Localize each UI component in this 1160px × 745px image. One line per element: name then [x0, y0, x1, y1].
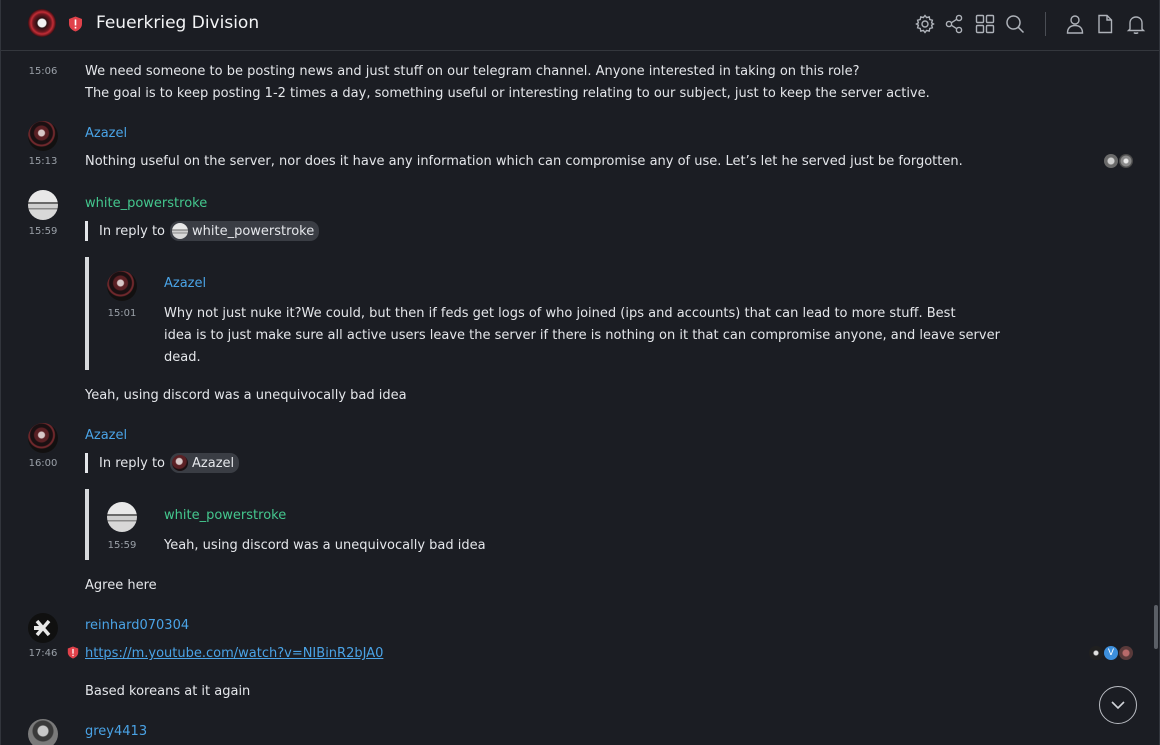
- quoted-time: 15:01: [107, 308, 137, 319]
- settings-icon[interactable]: [914, 13, 936, 35]
- reply-user-name: white_powerstroke: [192, 223, 315, 239]
- quoted-text: dead.: [164, 350, 201, 365]
- quoted-text: Why not just nuke it?We could, but then if feds get logs of who joined (ips and accounts) that can lead to more stuff. Best: [164, 306, 956, 321]
- server-avatar[interactable]: [28, 9, 56, 37]
- reply-indicator: [85, 221, 319, 241]
- reply-user-avatar: [172, 223, 188, 239]
- message-text: Agree here: [85, 578, 157, 593]
- apps-grid-icon[interactable]: [974, 13, 996, 35]
- message-text: Based koreans at it again: [85, 684, 251, 699]
- message-author[interactable]: white_powerstroke: [85, 196, 208, 211]
- quoted-author[interactable]: white_powerstroke: [164, 508, 287, 523]
- quoted-time: 15:59: [107, 540, 137, 551]
- message-author[interactable]: grey4413: [85, 724, 148, 739]
- avatar[interactable]: [28, 613, 58, 643]
- message-time: 15:06: [28, 66, 58, 77]
- message-time: 15:59: [28, 226, 58, 237]
- message-time: 15:13: [28, 156, 58, 167]
- reply-user-name: Azazel: [192, 455, 235, 471]
- reply-label: In reply to: [99, 455, 166, 471]
- reaction-avatar[interactable]: [1119, 646, 1133, 660]
- reaction-avatar[interactable]: [1119, 154, 1133, 168]
- reply-label: In reply to: [99, 223, 166, 239]
- reaction-avatar[interactable]: [1104, 154, 1118, 168]
- quoted-author[interactable]: Azazel: [164, 276, 207, 291]
- quote-bar: [85, 489, 89, 560]
- user-icon[interactable]: [1064, 13, 1086, 35]
- reply-user-chip[interactable]: [170, 221, 319, 241]
- document-icon[interactable]: [1094, 13, 1116, 35]
- shield-icon: [68, 16, 83, 32]
- bell-icon[interactable]: [1125, 13, 1147, 35]
- message-text: The goal is to keep posting 1-2 times a day, something useful or interesting relating to our subject, just to keep the server active.: [85, 86, 930, 101]
- message-text: Nothing useful on the server, nor does it have any information which can compromise any of use. Let’s let he served just be forgotten.: [85, 154, 963, 169]
- message-text: We need someone to be posting news and just stuff on our telegram channel. Anyone interested in taking on this role?: [85, 64, 860, 79]
- reply-user-chip[interactable]: [170, 453, 239, 473]
- shield-icon: [67, 646, 79, 659]
- reply-user-avatar: [172, 455, 188, 471]
- message-author[interactable]: Azazel: [85, 126, 128, 141]
- avatar[interactable]: [28, 190, 58, 220]
- quoted-text: idea is to just make sure all active users leave the server if there is nothing on it that can compromise anyone, and leave server: [164, 328, 1000, 343]
- reaction-avatar[interactable]: [1089, 646, 1103, 660]
- reply-indicator: [85, 453, 239, 473]
- message-time: 17:46: [28, 648, 58, 659]
- search-icon[interactable]: [1004, 13, 1026, 35]
- scrollbar-thumb[interactable]: [1154, 605, 1158, 649]
- server-title: Feuerkrieg Division: [96, 13, 260, 33]
- avatar[interactable]: [28, 423, 58, 453]
- avatar[interactable]: [28, 121, 58, 151]
- quote-bar: [85, 257, 89, 370]
- message-time: 16:00: [28, 458, 58, 469]
- quoted-avatar[interactable]: [107, 502, 137, 532]
- header-divider: [1045, 12, 1046, 36]
- quoted-text: Yeah, using discord was a unequivocally bad idea: [164, 538, 486, 553]
- message-text: Yeah, using discord was a unequivocally bad idea: [85, 388, 407, 403]
- message-link[interactable]: https://m.youtube.com/watch?v=NIBinR2bJA0: [85, 646, 384, 661]
- avatar[interactable]: [28, 719, 58, 745]
- reaction-avatar[interactable]: V: [1104, 646, 1118, 660]
- header: [1, 0, 1160, 51]
- share-icon[interactable]: [943, 13, 965, 35]
- chevron-down-icon: [1108, 695, 1128, 715]
- quoted-avatar[interactable]: [107, 271, 137, 301]
- message-author[interactable]: reinhard070304: [85, 618, 190, 633]
- message-author[interactable]: Azazel: [85, 428, 128, 443]
- scroll-to-bottom-button[interactable]: [1099, 686, 1137, 724]
